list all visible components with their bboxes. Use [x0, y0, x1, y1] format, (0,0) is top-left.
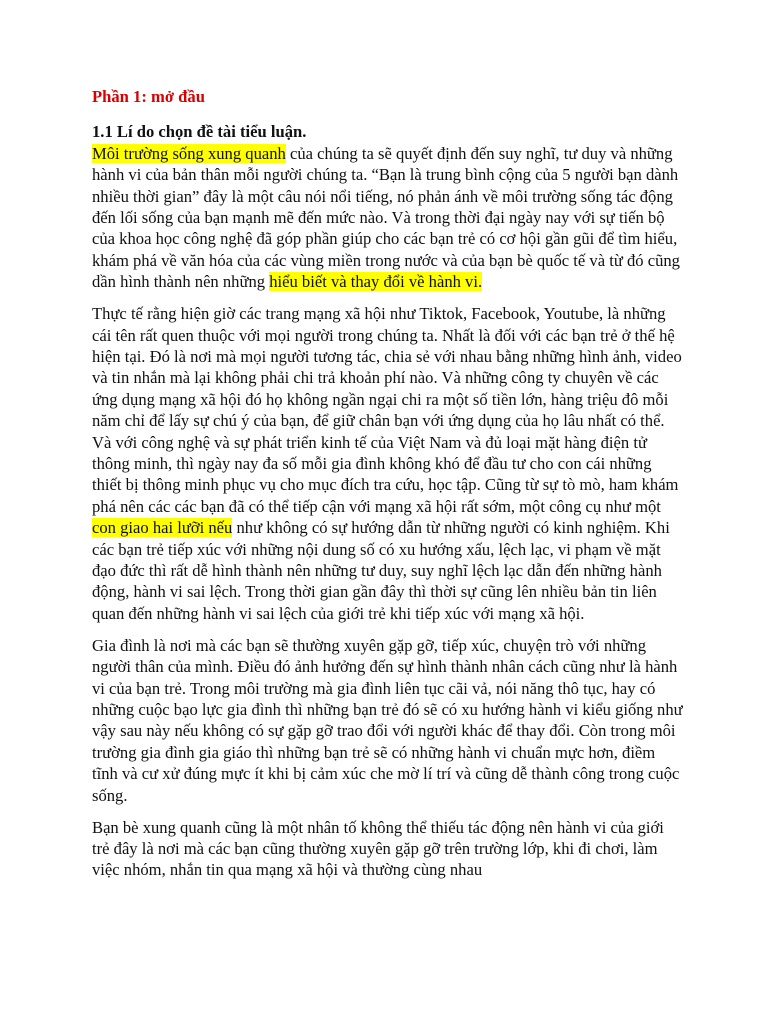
paragraph-text: Thực tế rằng hiện giờ các trang mạng xã hội như Tiktok, Facebook, Youtube, là những cái tên rất quen thuộc với mọi người trong chúng ta. Nhất là đối với các bạn trẻ ở thế hệ hiện tại. Đó là nơi mà mọi người tương tác, chia sẻ với nhau bằng những hình ảnh, video và tin nhắn mà lại không phải chi trả khoản phí nào. Và những công ty chuyên về các ứng dụng mạng xã hội đó họ không ngần ngại chi ra một số tiền lớn, hàng triệu đô mỗi năm chỉ để lấy sự chú ý của bạn, để giữ chân bạn với ứng dụng của họ lâu nhất có thể. Và với công nghệ và sự phát triển kinh tế của Việt Nam và đủ loại mặt hàng điện tử thông minh, thì ngày nay đa số mỗi gia đình không khó để đầu tư cho con cái những thiết bị thông minh phục vụ cho mục đích tra cứu, học tập. Cũng từ sự tò mò, ham khám phá nên các các bạn đã có thể tiếp cận với mạng xã hội rất sớm, một công cụ như một: [92, 304, 682, 516]
paragraph-text: như không có sự hướng dẫn từ những người có kinh nghiệm. Khi các bạn trẻ tiếp xúc với những nội dung số có xu hướng xấu, lệch lạc, vi phạm về mặt đạo đức thì rất dễ hình thành nên những tư duy, suy nghĩ lệch lạc dẫn đến những hành động, hành vi sai lệch. Trong thời gian gần đây thì thời sự cũng lên nhiều bản tin liên quan đến những hành vi sai lệch của giới trẻ khi tiếp xúc với mạng xã hội.: [92, 518, 670, 623]
paragraph-intro: [92, 143, 684, 293]
document-body: [92, 86, 684, 891]
paragraph-friends: Bạn bè xung quanh cũng là một nhân tố không thể thiếu tác động nên hành vi của giới trẻ đây là nơi mà các bạn cũng thường xuyên gặp gỡ trên trường lớp, khi đi chơi, làm việc nhóm, nhắn tin qua mạng xã hội và thường cùng nhau: [92, 817, 664, 880]
highlighted-text: hiểu biết và thay đổi về hành vi.: [269, 272, 483, 292]
highlighted-text: Môi trường sống xung quanh: [92, 143, 286, 163]
section-title: Phần 1: mở đầu: [92, 87, 205, 106]
subsection-title: 1.1 Lí do chọn đề tài tiểu luận.: [92, 122, 307, 142]
paragraph-social-media: [92, 303, 684, 624]
paragraph-text: của chúng ta sẽ quyết định đến suy nghĩ, tư duy và những hành vi của bản thân mỗi người chúng ta. “Bạn là trung bình cộng của 5 người bạn dành nhiều thời gian” đây là một câu nói nổi tiếng, nó phản ánh về môi trường sống tác động đến lối sống của bạn mạnh mẽ đến mức nào. Và trong thời đại ngày nay với sự tiến bộ của khoa học công nghệ đã góp phần giúp cho các bạn trẻ có cơ hội gần gũi để tìm hiểu, khám phá về văn hóa của các vùng miền trong nước và của bạn bè quốc tế và từ đó cũng dần hình thành nên những: [92, 143, 680, 292]
paragraph-family: Gia đình là nơi mà các bạn sẽ thường xuyên gặp gỡ, tiếp xúc, chuyện trò với những người thân của mình. Điều đó ảnh hưởng đến sự hình thành nhân cách cũng như là hành vi của bạn trẻ. Trong môi trường mà gia đình liên tục cãi vả, nói năng thô tục, hay có những cuộc bạo lực gia đình thì những bạn trẻ đó sẽ có xu hướng hành vi kiểu giống như vậy sau này nếu không có sự gặp gỡ trao đổi với người khác để thay đổi. Còn trong môi trường gia đình gia giáo thì những bạn trẻ sẽ có những hành vi chuẩn mực hơn, điềm tĩnh và cư xử đúng mực ít khi bị cảm xúc che mờ lí trí và cũng dễ thành công trong cuộc sống.: [92, 635, 683, 805]
highlighted-text: con giao hai lưỡi nếu: [92, 518, 233, 538]
